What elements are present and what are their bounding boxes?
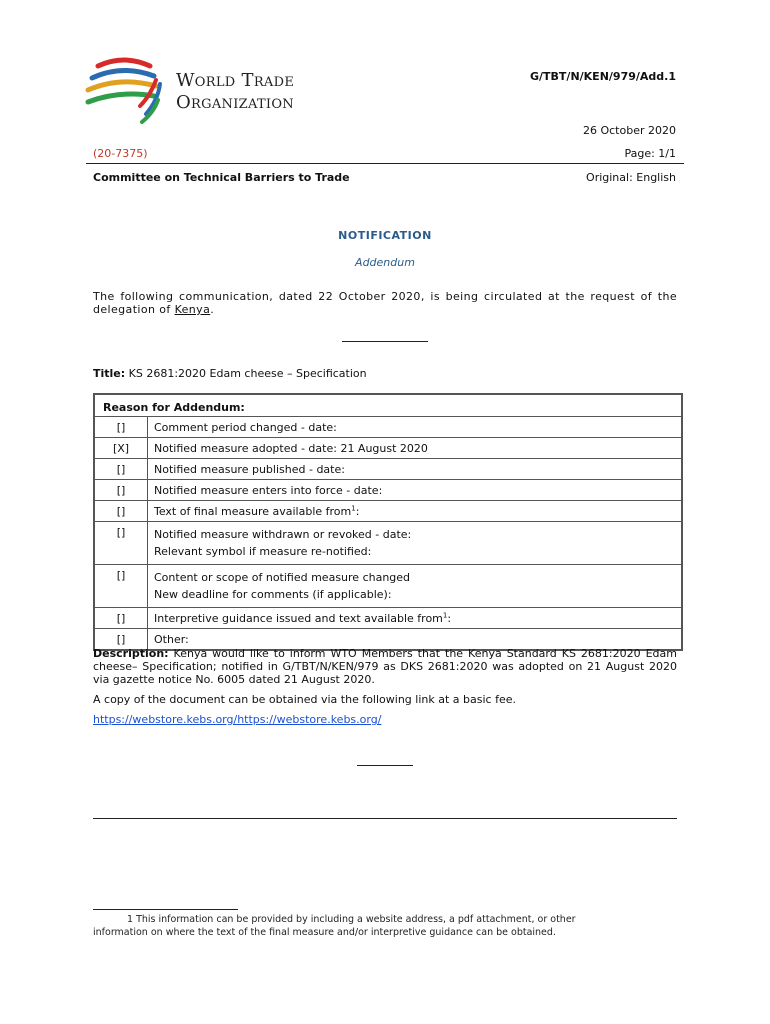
document-date: 26 October 2020 <box>582 124 676 137</box>
row-text: Comment period changed - date: <box>154 421 337 434</box>
checkbox-mark: [] <box>95 565 148 607</box>
end-separator <box>357 765 413 766</box>
intro-paragraph <box>93 290 677 316</box>
row-text: Interpretive guidance issued and text available from$^1$: <box>154 611 452 625</box>
org-line-2: Organization <box>176 92 294 113</box>
title-value: KS 2681:2020 Edam cheese – Specification <box>125 367 367 380</box>
table-row <box>95 521 681 564</box>
org-line-1: World Trade <box>176 70 295 91</box>
original-language: Original: English <box>586 171 676 184</box>
footer-divider <box>93 818 677 819</box>
footnote <box>93 913 677 939</box>
webstore-link[interactable]: https://webstore.kebs.org/https://webstore.kebs.org/ <box>93 713 382 726</box>
section-separator <box>342 341 428 342</box>
row-text-main: Text of final measure available from <box>154 505 352 518</box>
table-row <box>95 479 681 500</box>
table-row <box>95 458 681 479</box>
row-text: Notified measure published - date: <box>154 463 345 476</box>
committee-name: Committee on Technical Barriers to Trade <box>93 171 350 184</box>
description-paragraph <box>93 647 677 686</box>
footnote-line-1: 1 This information can be provided by including a website address, a pdf attachment, or other <box>127 914 576 925</box>
checkbox-mark: [] <box>95 459 148 479</box>
header-divider <box>86 163 684 164</box>
measure-title <box>93 367 367 380</box>
reason-table <box>93 393 683 651</box>
page-number: Page: 1/1 <box>624 147 676 160</box>
intro-end: . <box>210 303 215 316</box>
table-row <box>95 564 681 607</box>
notification-heading: NOTIFICATION <box>338 229 432 242</box>
intro-text: The following communication, dated 22 October 2020, is being circulated at the request of the delegation of <box>93 290 677 316</box>
row-text <box>148 522 681 564</box>
description-text: Kenya would like to inform WTO Members that the Kenya Standard KS 2681:2020 Edam cheese– Specification; notified in G/TBT/N/KEN/979 as DKS 2681:2020 was adopted on 21 August 2020 via gazette notice No. 6005 dated 21 August 2020. <box>93 647 677 686</box>
row-text-main: Interpretive guidance issued and text available from <box>154 612 443 625</box>
reference-number: (20-7375) <box>93 147 148 160</box>
checkbox-mark: [] <box>95 480 148 500</box>
footnote-ref: 1 <box>442 611 448 620</box>
row-line-1: Notified measure withdrawn or revoked - date: <box>154 528 412 541</box>
wto-logo <box>84 56 164 128</box>
table-row <box>95 437 681 458</box>
table-row <box>95 416 681 437</box>
member-name: Kenya <box>174 303 211 316</box>
document-symbol: G/TBT/N/KEN/979/Add.1 <box>529 70 676 83</box>
description-label: Description: <box>93 647 169 660</box>
footnote-divider <box>93 909 238 910</box>
checkbox-mark: [] <box>95 608 148 628</box>
row-text: Text of final measure available from$^1$: <box>154 504 360 518</box>
reason-table-heading: Reason for Addendum: <box>103 401 245 414</box>
row-line-2: Relevant symbol if measure re-notified: <box>154 545 372 558</box>
row-text: Other: <box>154 633 189 646</box>
addendum-subheading: Addendum <box>355 256 415 269</box>
table-row <box>95 607 681 628</box>
checkbox-mark: [] <box>95 522 148 564</box>
row-text: Notified measure enters into force - date: <box>154 484 383 497</box>
checkbox-mark: [] <box>95 629 148 649</box>
row-line-1: Content or scope of notified measure changed <box>154 571 411 584</box>
table-row <box>95 500 681 521</box>
table-row <box>95 628 681 649</box>
organization-name <box>176 70 294 114</box>
footnote-line-2: information on where the text of the final measure and/or interpretive guidance can be obtained. <box>93 927 556 938</box>
checkbox-mark: [X] <box>95 438 148 458</box>
title-label: Title: <box>93 367 126 380</box>
checkbox-mark: [] <box>95 417 148 437</box>
footnote-ref: 1 <box>351 504 356 513</box>
row-line-2: New deadline for comments (if applicable): <box>154 588 392 601</box>
copy-availability-text: A copy of the document can be obtained via the following link at a basic fee. <box>93 693 516 706</box>
row-text: Notified measure adopted - date: 21 August 2020 <box>154 442 428 455</box>
checkbox-mark: [] <box>95 501 148 521</box>
row-text <box>148 565 681 607</box>
